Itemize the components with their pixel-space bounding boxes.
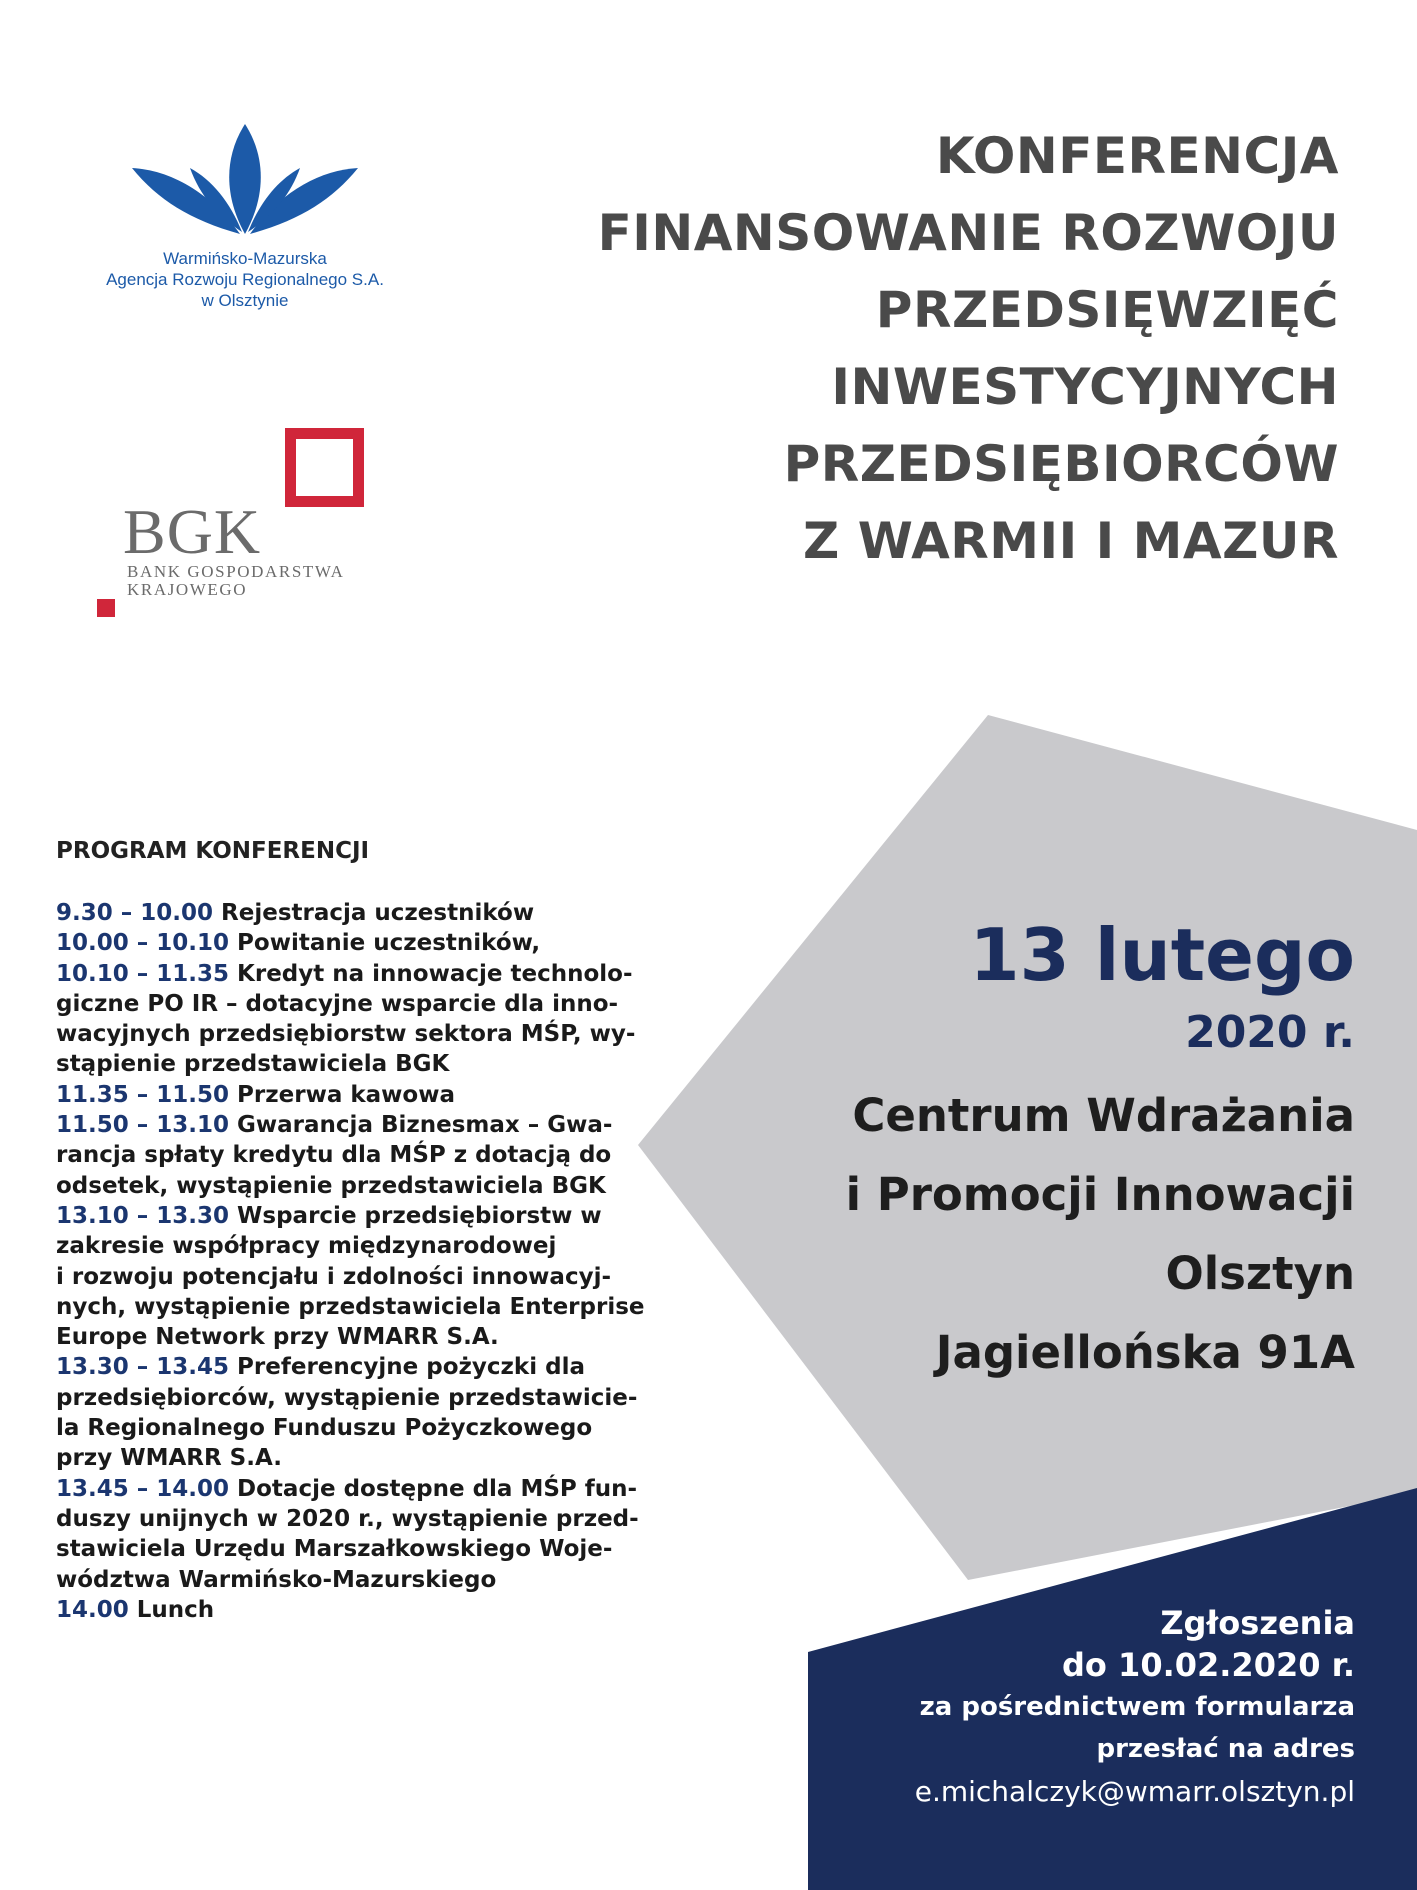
program-item <box>56 1262 696 1292</box>
program-item-text: Gwarancja Biznesmax – Gwa- <box>229 1112 613 1139</box>
program-item-text: Powitanie uczestników, <box>229 930 541 957</box>
bgk-sub-line-1: BANK GOSPODARSTWA <box>127 562 345 581</box>
program-item-text: la Regionalnego Funduszu Pożyczkowego <box>56 1415 593 1442</box>
program-item-text: rancja spłaty kredytu dla MŚP z dotacją do <box>56 1142 612 1169</box>
program-item <box>56 1383 696 1413</box>
program-item-time: 9.30 – 10.00 <box>56 900 214 926</box>
program-item <box>56 1019 696 1049</box>
program-item-time: 13.10 – 13.30 <box>56 1202 230 1229</box>
program-item-text: przy WMARR S.A. <box>56 1445 282 1472</box>
program-list <box>56 898 696 1625</box>
program-item <box>56 1474 696 1504</box>
registration-email[interactable]: e.michalczyk@wmarr.olsztyn.pl <box>914 1775 1355 1808</box>
program-item <box>56 1504 696 1534</box>
program-item <box>56 989 696 1019</box>
title-line: INWESTYCYJNYCH <box>831 358 1339 416</box>
program-item-time: 13.45 – 14.00 <box>56 1475 230 1502</box>
program-item <box>56 1292 696 1322</box>
program-item-text: Europe Network przy WMARR S.A. <box>56 1324 499 1351</box>
program-item <box>56 1595 696 1625</box>
program-heading: PROGRAM KONFERENCJI <box>56 838 370 864</box>
title-line: PRZEDSIĘWZIĘĆ <box>875 281 1339 339</box>
program-item <box>56 1565 696 1595</box>
program-section <box>56 838 696 1625</box>
program-item <box>56 1171 696 1201</box>
program-item <box>56 1231 696 1261</box>
program-item <box>56 1080 696 1110</box>
program-item-time: 11.35 – 11.50 <box>56 1081 230 1108</box>
program-item <box>56 1443 696 1473</box>
bgk-square-icon <box>97 599 115 617</box>
program-item-text: Wsparcie przedsiębiorstw w <box>229 1202 602 1229</box>
registration-send-to: przesłać na adres <box>1096 1734 1355 1764</box>
program-item <box>56 1413 696 1443</box>
program-item-time: 10.00 – 10.10 <box>56 930 230 957</box>
program-item-text: duszy unijnych w 2020 r., wystąpienie przed- <box>56 1505 639 1532</box>
event-venue <box>846 1076 1355 1392</box>
wmarr-line-3: w Olsztynie <box>201 291 289 310</box>
program-item <box>56 1534 696 1564</box>
program-item-text: nych, wystąpienie przedstawiciela Enterprise <box>56 1293 645 1320</box>
program-item-text: i rozwoju potencjału i zdolności innowacyj- <box>56 1263 611 1290</box>
registration-deadline: do 10.02.2020 r. <box>1062 1646 1355 1684</box>
bgk-subtitle <box>127 563 345 599</box>
wmarr-line-1: Warmińsko-Mazurska <box>163 249 327 268</box>
program-item-text: Dotacje dostępne dla MŚP fun- <box>229 1475 638 1502</box>
registration-via: za pośrednictwem formularza <box>919 1692 1355 1722</box>
event-date: 13 lutego <box>969 913 1355 997</box>
venue-line: i Promocji Innowacji <box>845 1168 1355 1221</box>
program-item-text: Preferencyjne pożyczki dla <box>229 1354 585 1381</box>
program-item-time: 14.00 <box>56 1596 129 1623</box>
title-line: KONFERENCJA <box>935 127 1339 185</box>
program-item <box>56 1140 696 1170</box>
program-item <box>56 898 696 928</box>
program-item-text: wacyjnych przedsiębiorstw sektora MŚP, wy- <box>56 1021 636 1048</box>
bgk-frame-icon <box>285 428 364 507</box>
program-item-text: zakresie współpracy międzynarodowej <box>56 1233 557 1260</box>
bgk-sub-line-2: KRAJOWEGO <box>127 580 248 599</box>
program-item-text: wództwa Warmińsko-Mazurskiego <box>56 1566 497 1593</box>
title-line: FINANSOWANIE ROZWOJU <box>597 204 1339 262</box>
event-year: 2020 r. <box>1185 1007 1355 1058</box>
program-item-text: stawiciela Urzędu Marszałkowskiego Woje- <box>56 1536 613 1563</box>
wmarr-name <box>90 248 400 311</box>
bgk-logo <box>95 428 375 628</box>
event-info <box>846 912 1355 1392</box>
program-item-text: Przerwa kawowa <box>229 1081 455 1108</box>
program-item-time: 10.10 – 11.35 <box>56 960 230 987</box>
program-item-text: stąpienie przedstawiciela BGK <box>56 1051 450 1078</box>
program-item-text: Rejestracja uczestników <box>213 900 535 926</box>
program-item <box>56 1201 696 1231</box>
bgk-name: BGK <box>123 496 262 567</box>
program-item-text: giczne PO IR – dotacyjne wsparcie dla inno- <box>56 990 619 1017</box>
program-item <box>56 959 696 989</box>
program-item-text: przedsiębiorców, wystąpienie przedstawicie- <box>56 1384 638 1411</box>
wmarr-logo <box>90 120 400 320</box>
registration-heading: Zgłoszenia <box>1160 1604 1355 1642</box>
wmarr-line-2: Agencja Rozwoju Regionalnego S.A. <box>106 270 384 289</box>
program-item-text: Kredyt na innowacje technolo- <box>229 960 633 987</box>
registration-info <box>915 1602 1355 1814</box>
wmarr-leaf-icon <box>130 120 360 240</box>
program-item-text: odsetek, wystąpienie przedstawiciela BGK <box>56 1172 606 1199</box>
venue-line: Centrum Wdrażania <box>852 1089 1355 1142</box>
title-line: PRZEDSIĘBIORCÓW <box>783 435 1339 493</box>
program-item <box>56 1352 696 1382</box>
venue-line: Olsztyn <box>1165 1247 1355 1300</box>
program-item <box>56 1110 696 1140</box>
venue-line: Jagiellońska 91A <box>935 1326 1355 1379</box>
conference-title <box>598 118 1339 580</box>
program-item <box>56 928 696 958</box>
program-item <box>56 1322 696 1352</box>
program-item-text: Lunch <box>128 1596 215 1623</box>
title-line: Z WARMII I MAZUR <box>803 512 1339 570</box>
program-item <box>56 1049 696 1079</box>
program-item-time: 13.30 – 13.45 <box>56 1354 230 1381</box>
program-item-time: 11.50 – 13.10 <box>56 1112 230 1139</box>
